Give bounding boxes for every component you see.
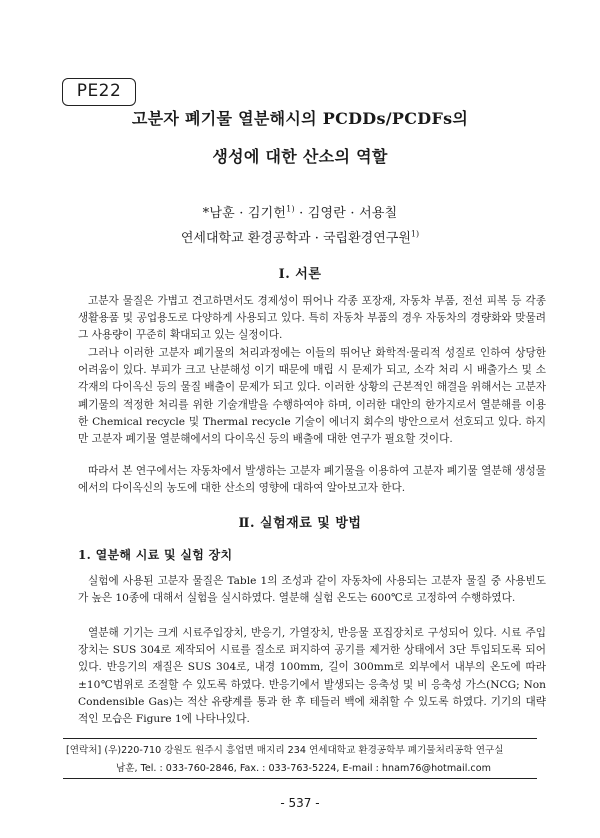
footer-divider-bottom (63, 778, 537, 779)
contact-address: [연락처] (우)220-710 강원도 원주시 흥업면 매지리 234 연세대학교 환경공학부 폐기물처리공학 연구실 (66, 745, 504, 756)
intro-paragraph-3: 따라서 본 연구에서는 자동차에서 발생하는 고분자 폐기물을 이용하여 고분자 폐기물 열분해 생성물에서의 다이옥신의 농도에 대한 산소의 영향에 대하여 알아보고자 한다. (78, 465, 546, 495)
author-separator: · (346, 206, 360, 221)
author-2: 김기헌 (247, 206, 287, 221)
methods-paragraph-2: 열분해 기기는 크게 시료주입장치, 반응기, 가열장치, 반응물 포집장치로 구성되어 있다. 시료 주입 장치는 SUS 304로 제작되어 시료를 질소로 퍼지하여 공기를 제거한 상태에서 3단 투입되도록 되어 있다. 반응기의 재질은 SUS 304로, 내경 100mm, 길이 300mm로 외부에서 내부의 온도에 따라 ±10℃범위로 조절할 수 있도록 하였다. 반응기에서 발생되는 응축성 및 비 응축성 가스(NCG; Non Condensible Gas)는 적산 유량계를 통과 한 후 테들러 백에 채취할 수 있도록 하였다. 기기의 대략적인 모습은 Figure 1에 나타나있다. (78, 627, 546, 726)
paper-title-line-2: 생성에 대한 산소의 역할 (212, 147, 388, 166)
intro-paragraph-2: 그러나 이러한 고분자 폐기물의 처리과정에는 이들의 뛰어난 화학적·물리적 성질로 인하여 상당한 어려움이 있다. 부피가 크고 난분해성 이기 때문에 매립 시 문제가 되고, 소각 처리 시 배출가스 및 소각재의 다이옥신 등의 물질 배출이 문제가 되고 있다. 이러한 상황의 근본적인 해결을 위해서는 고분자 폐기물의 적정한 처리를 위한 기술개발을 수행하여야 하며, 이러한 대안의 한가지로서 열분해를 이용한 Chemical recycle 및 Thermal recycle 기술이 에너지 회수의 방안으로서 선호되고 있다. 하지만 고분자 폐기물 열분해에서의 다이옥신 등의 배출에 대한 연구가 필요할 것이다. (78, 347, 546, 446)
intro-paragraph-1: 고분자 물질은 가볍고 견고하면서도 경제성이 뛰어나 각종 포장재, 자동차 부품, 전선 피복 등 각종 생활용품 및 공업용도로 다양하게 사용되고 있다. 특히 자동차 부품의 경우 자동차의 경량화와 맞물려 그 사용량이 꾸준히 확대되고 있는 실정이다. (78, 295, 546, 342)
author-2-affiliation-mark: 1) (286, 204, 295, 214)
author-separator: · (234, 206, 248, 221)
methods-paragraph-1: 실험에 사용된 고분자 물질은 Table 1의 조성과 같이 자동차에 사용되는 고분자 물질 중 사용빈도가 높은 10종에 대해서 실험을 실시하였다. 열분해 실험 온도는 600℃로 고정하여 수행하였다. (78, 575, 546, 605)
session-badge: PE22 (62, 78, 136, 106)
page-number: - 537 - (280, 796, 320, 810)
footer-divider-top (63, 738, 537, 739)
affiliation-text: 연세대학교 환경공학과 · 국립환경연구원 (180, 231, 411, 246)
subsection-heading-samples: 1. 열분해 시료 및 실험 장치 (78, 548, 233, 562)
author-separator: · (294, 206, 308, 221)
affiliation (60, 227, 540, 246)
author-list (60, 202, 540, 221)
section-heading-introduction: Ⅰ. 서론 (278, 267, 322, 282)
section-heading-methods: Ⅱ. 실험재료 및 방법 (238, 516, 362, 531)
contact-details: 남훈, Tel. : 033-760-2846, Fax. : 033-763-5224, E-mail : hnam76@hotmail.com (116, 763, 491, 774)
affiliation-mark: 1) (410, 229, 420, 239)
author-3: 김영란 (307, 206, 347, 221)
paper-title-line-1: 고분자 폐기물 열분해시의 PCDDs/PCDFs의 (131, 109, 469, 128)
author-4: 서용칠 (359, 206, 398, 221)
author-1: *남훈 (202, 206, 235, 221)
